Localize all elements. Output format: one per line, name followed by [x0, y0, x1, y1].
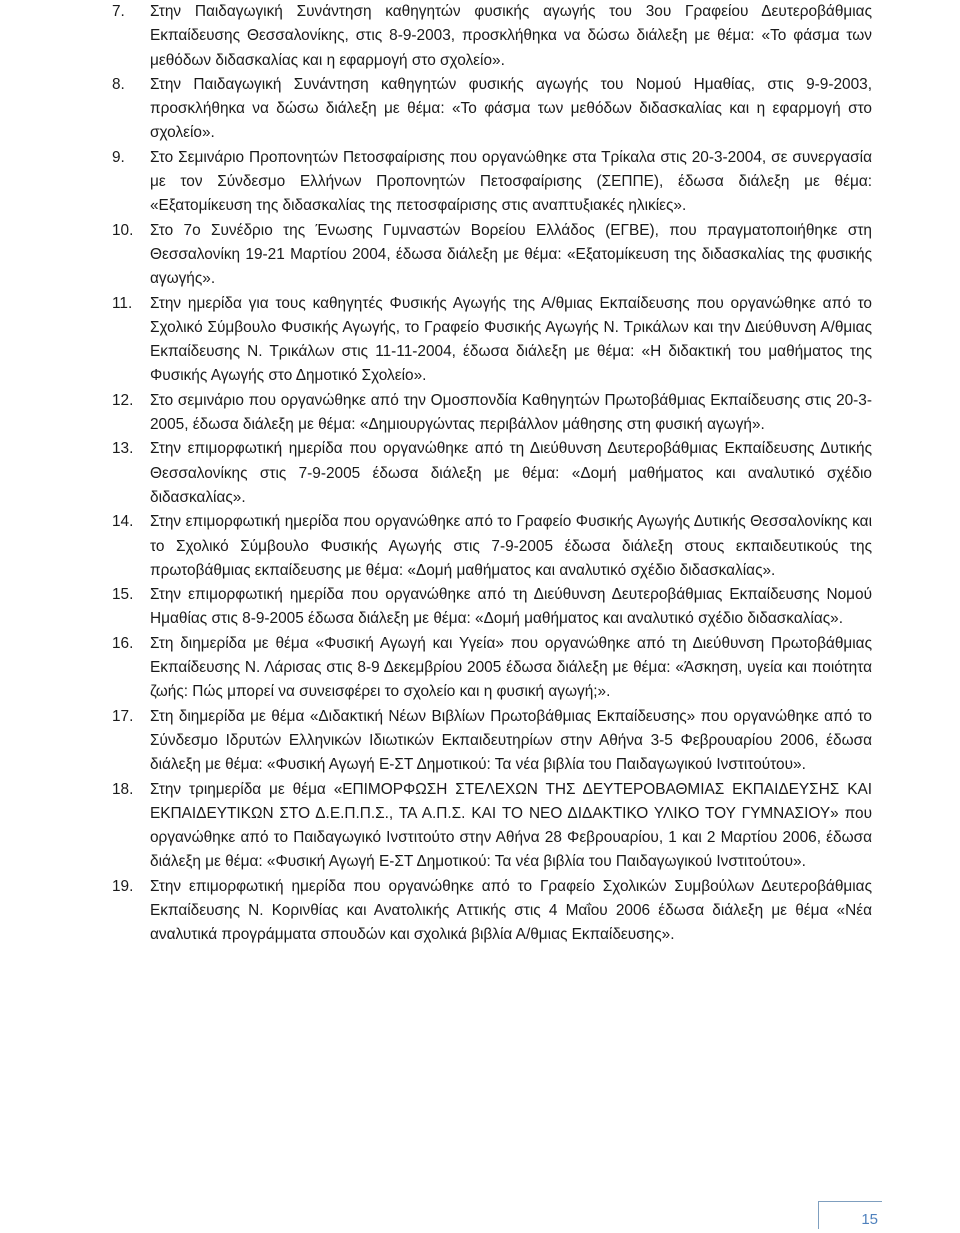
item-number: 10. [112, 221, 134, 239]
list-item [112, 583, 872, 632]
item-text: Στο 7ο Συνέδριο της Ένωσης Γυμναστών Βορείου Ελλάδος (ΕΓΒΕ), που πραγματοποιήθηκε στη Θεσσαλονίκη 19-21 Μαρτίου 2004, έδωσα διάλεξη με θέμα: «Εξατομίκευση της διδασκαλίας της φυσικής αγωγής». [150, 221, 872, 288]
list-item [112, 292, 872, 389]
item-text: Στην επιμορφωτική ημερίδα που οργανώθηκε από τη Διεύθυνση Δευτεροβάθμιας Εκπαίδευσης Δυτικής Θεσσαλονίκης στις 7-9-2005 έδωσα διάλεξη με θέμα: «Δομή μαθήματος και αναλυτικό σχέδιο διδασκαλίας». [150, 440, 872, 506]
item-text: Στην ημερίδα για τους καθηγητές Φυσικής Αγωγής της Α/θμιας Εκπαίδευσης που οργανώθηκε από το Σχολικό Σύμβουλο Φυσικής Αγωγής, το Γραφείο Φυσικής Αγωγής Ν. Τρικάλων και την Διεύθυνση Α/θμιας Εκπαίδευσης Ν. Τρικάλων στις 11-11-2004, έδωσα διάλεξη με θέμα: «Η διδακτική του μαθήματος της Φυσικής Αγωγής στο Δημοτικό Σχολείο». [150, 294, 872, 385]
item-number: 15. [112, 586, 134, 604]
item-number: 17. [112, 707, 134, 725]
item-number: 9. [112, 148, 125, 166]
item-number: 13. [112, 440, 134, 458]
list-item [112, 437, 872, 510]
list-item [112, 510, 872, 583]
item-text: Στο σεμινάριο που οργανώθηκε από την Ομοσπονδία Καθηγητών Πρωτοβάθμιας Εκπαίδευσης στις 20-3-2005, έδωσα διάλεξη με θέμα: «Δημιουργώντας περιβάλλον μάθησης στη φυσική αγωγή». [150, 391, 872, 434]
item-number: 19. [112, 877, 134, 895]
item-number: 14. [112, 513, 134, 531]
lecture-list [112, 0, 872, 948]
item-number: 7. [112, 3, 125, 20]
list-item [112, 632, 872, 705]
item-number: 18. [112, 780, 134, 798]
item-text: Στην τριημερίδα με θέμα «ΕΠΙΜΟΡΦΩΣΗ ΣΤΕΛΕΧΩΝ ΤΗΣ ΔΕΥΤΕΡΟΒΑΘΜΙΑΣ ΕΚΠΑΙΔΕΥΣΗΣ ΚΑΙ ΕΚΠΑΙΔΕΥΤΙΚΩΝ ΣΤΟ Δ.Ε.Π.Π.Σ., ΤΑ Α.Π.Σ. ΚΑΙ ΤΟ ΝΕΟ ΔΙΔΑΚΤΙΚΟ ΥΛΙΚΟ ΤΟΥ ΓΥΜΝΑΣΙΟΥ» που οργανώθηκε από το Παιδαγωγικό Ινστιτούτο στην Αθήνα 28 Φεβρουαρίου, 1 και 2 Μαρτίου 2006, έδωσα διάλεξη με θέμα: «Φυσική Αγωγή Ε-ΣΤ Δημοτικού: Τα νέα βιβλία του Παιδαγωγικού Ινστιτούτου». [150, 780, 872, 871]
item-number: 12. [112, 391, 134, 409]
item-text: Στην Παιδαγωγική Συνάντηση καθηγητών φυσικής αγωγής του Νομού Ημαθίας, στις 9-9-2003, προσκλήθηκα να δώσω διάλεξη με θέμα: «Το φάσμα των μεθόδων διδασκαλίας και η εφαρμογή στο σχολείο». [150, 75, 872, 142]
item-text: Στη διημερίδα με θέμα «Φυσική Αγωγή και Υγεία» που οργανώθηκε από τη Διεύθυνση Πρωτοβάθμιας Εκπαίδευσης Ν. Λάρισας στις 8-9 Δεκεμβρίου 2005 έδωσα διάλεξη με θέμα: «Άσκηση, υγεία και ποιότητα ζωής: Πώς μπορεί να συνεισφέρει το σχολείο και η φυσική αγωγή;». [150, 634, 872, 701]
item-text: Στη διημερίδα με θέμα «Διδακτική Νέων Βιβλίων Πρωτοβάθμιας Εκπαίδευσης» που οργανώθηκε από το Σύνδεσμο Ιδρυτών Ελληνικών Ιδιωτικών Εκπαιδευτηρίων στην Αθήνα 3-5 Φεβρουαρίου 2006, έδωσα διάλεξη με θέμα: «Φυσική Αγωγή Ε-ΣΤ Δημοτικού: Τα νέα βιβλία του Παιδαγωγικού Ινστιτούτου». [150, 707, 872, 774]
list-item [112, 389, 872, 438]
item-text: Στην επιμορφωτική ημερίδα που οργανώθηκε από το Γραφείο Φυσικής Αγωγής Δυτικής Θεσσαλονίκης και το Σχολικό Σύμβουλο Φυσικής Αγωγής στις 7-9-2005 έδωσα διάλεξη στους εκπαιδευτικούς της πρωτοβάθμιας εκπαίδευσης με θέμα: «Δομή μαθήματος και αναλυτικό σχέδιο διδασκαλίας». [150, 513, 872, 579]
item-number: 16. [112, 634, 134, 652]
page-number: 15 [861, 1211, 878, 1228]
list-item [112, 146, 872, 219]
item-number: 11. [112, 294, 133, 312]
list-item [112, 73, 872, 146]
list-item [112, 778, 872, 875]
item-text: Στην Παιδαγωγική Συνάντηση καθηγητών φυσικής αγωγής του 3ου Γραφείου Δευτεροβάθμιας Εκπαίδευσης Θεσσαλονίκης, στις 8-9-2003, προσκλήθηκα να δώσω διάλεξη με θέμα: «Το φάσμα των μεθόδων διδασκαλίας και η εφαρμογή στο σχολείο». [150, 3, 872, 69]
list-item [112, 219, 872, 292]
item-text: Στην επιμορφωτική ημερίδα που οργανώθηκε από το Γραφείο Σχολικών Συμβούλων Δευτεροβάθμιας Εκπαίδευσης Ν. Κορινθίας και Ανατολικής Αττικής στις 4 Μαΐου 2006 έδωσα διάλεξη με θέμα «Νέα αναλυτικά προγράμματα σπουδών και σχολικά βιβλία Α/θμιας Εκπαίδευσης». [150, 877, 872, 944]
list-item [112, 875, 872, 948]
item-text: Στο Σεμινάριο Προπονητών Πετοσφαίρισης που οργανώθηκε στα Τρίκαλα στις 20-3-2004, σε συνεργασία με τον Σύνδεσμο Ελλήνων Προπονητών Πετοσφαίρισης (ΣΕΠΠΕ), έδωσα διάλεξη με θέμα: «Εξατομίκευση της διδασκαλίας της πετοσφαίρισης στις αναπτυξιακές ηλικίες». [150, 148, 872, 215]
item-text: Στην επιμορφωτική ημερίδα που οργανώθηκε από τη Διεύθυνση Δευτεροβάθμιας Εκπαίδευσης Νομού Ημαθίας στις 8-9-2005 έδωσα διάλεξη με θέμα: «Δομή μαθήματος και αναλυτικό σχέδιο διδασκαλίας». [150, 586, 872, 628]
page-number-box [818, 1201, 882, 1229]
item-number: 8. [112, 75, 125, 93]
list-item [112, 0, 872, 73]
list-item [112, 705, 872, 778]
